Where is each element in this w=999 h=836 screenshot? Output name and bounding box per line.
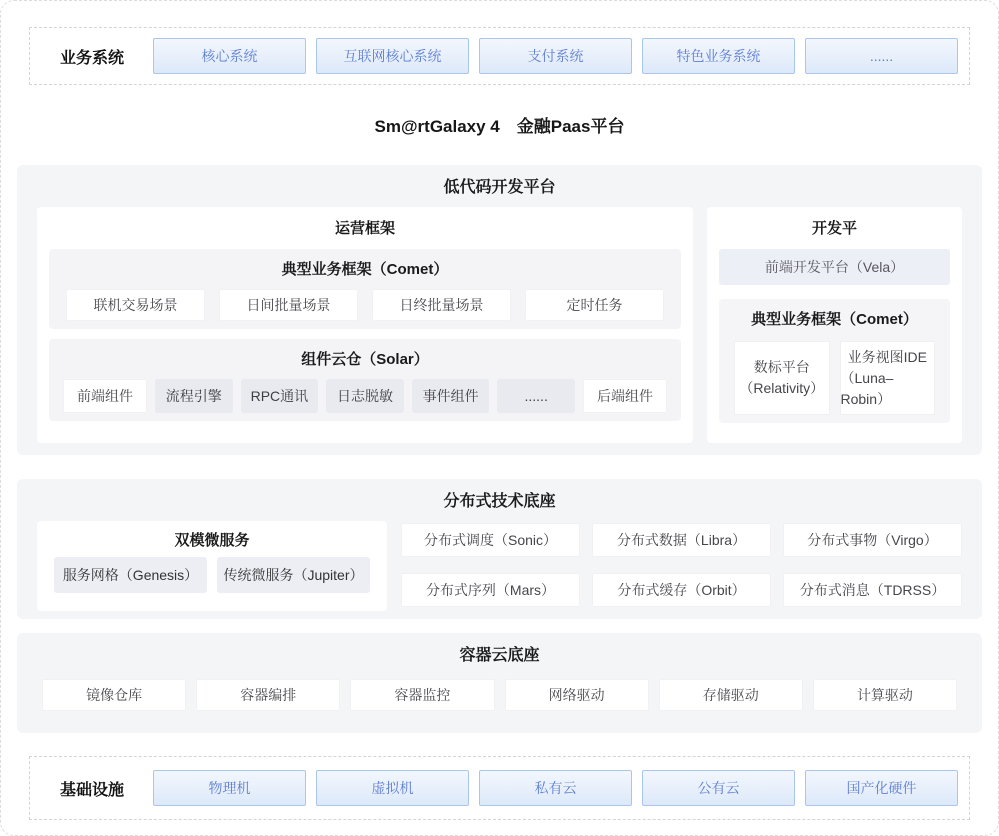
dev-comet-row [729,341,940,415]
biz-system-chip: 特色业务系统 [642,38,795,74]
dual-mode-chip: 服务网格（Genesis） [54,557,207,593]
dev-comet-card-line1: 数标平台 [753,359,810,375]
business-systems-row [29,27,970,85]
solar-warehouse-title: 组件云仓（Solar） [301,351,429,368]
biz-system-chip: 支付系统 [479,38,632,74]
comet-scene-chip: 日终批量场景 [372,289,511,321]
backend-component-chip: 后端组件 [583,379,667,413]
biz-system-chip: 互联网核心系统 [316,38,469,74]
dev-comet-card-line2: （Luna–Robin） [840,369,894,407]
dev-platform-title: 开发平 [811,220,857,237]
distributed-chip: 分布式调度（Sonic） [401,523,580,557]
lowcode-section-title: 低代码开发平台 [443,179,556,196]
container-chip: 容器监控 [350,679,494,711]
comet-scene-chip: 定时任务 [525,289,664,321]
lowcode-platform-section [17,165,982,455]
dual-mode-microservice-card [37,521,387,611]
dual-mode-row [49,557,375,593]
dual-mode-chip: 传统微服务（Jupiter） [217,557,370,593]
operation-framework-card [37,207,693,443]
distributed-body [37,521,962,611]
infra-chip: 公有云 [642,770,795,806]
solar-component-chip: 事件组件 [412,379,490,413]
container-chip: 容器编排 [196,679,340,711]
comet-scene-chip: 联机交易场景 [66,289,205,321]
distributed-base-section [17,479,982,619]
distributed-chip: 分布式缓存（Orbit） [592,573,771,607]
comet-framework-panel [49,249,681,329]
distributed-chip: 分布式数据（Libra） [592,523,771,557]
business-systems-label: 业务系统 [59,49,124,67]
distributed-chip: 分布式序列（Mars） [401,573,580,607]
dev-platform-card [707,207,962,443]
dev-comet-card [734,341,830,415]
container-chip: 镜像仓库 [42,679,186,711]
solar-component-chip: ...... [497,379,575,413]
comet-framework-title: 典型业务框架（Comet） [281,261,449,278]
frontend-component-chip: 前端组件 [63,379,147,413]
distributed-services-grid [401,523,962,611]
solar-component-chip: RPC通讯 [241,379,319,413]
infra-chip: 虚拟机 [316,770,469,806]
vela-platform-chip: 前端开发平台（Vela） [719,249,950,285]
infrastructure-row [29,756,970,820]
biz-system-chip: ...... [805,38,958,74]
container-chip: 网络驱动 [505,679,649,711]
lowcode-body [37,207,962,443]
distributed-chip: 分布式事物（Virgo） [783,523,962,557]
dev-comet-card-line2: （Relativity） [739,380,825,396]
dev-comet-title: 典型业务框架（Comet） [751,311,918,328]
dev-comet-panel [719,299,950,423]
distributed-chip: 分布式消息（TDRSS） [783,573,962,607]
comet-scene-chip: 日间批量场景 [219,289,358,321]
container-chip: 计算驱动 [813,679,957,711]
dev-comet-card-line1: 业务视图IDE [847,348,927,365]
comet-scenes-row [59,289,671,321]
diagram-title: Sm@rtGalaxy 4 金融Paas平台 [374,117,625,136]
dual-mode-title: 双模微服务 [174,532,250,549]
infra-chip: 物理机 [153,770,306,806]
container-cloud-row [37,679,962,711]
solar-component-chip: 流程引擎 [155,379,233,413]
container-cloud-title: 容器云底座 [459,647,540,664]
solar-warehouse-panel [49,339,681,421]
distributed-section-title: 分布式技术底座 [443,493,556,510]
infra-chip: 国产化硬件 [805,770,958,806]
infrastructure-label: 基础设施 [59,781,124,799]
solar-components-row [59,379,671,413]
biz-system-chip: 核心系统 [153,38,306,74]
solar-component-chip: 日志脱敏 [326,379,404,413]
dev-comet-card [840,341,936,415]
container-cloud-section [17,633,982,733]
container-chip: 存储驱动 [659,679,803,711]
operation-framework-title: 运营框架 [334,220,395,237]
infra-chip: 私有云 [479,770,632,806]
